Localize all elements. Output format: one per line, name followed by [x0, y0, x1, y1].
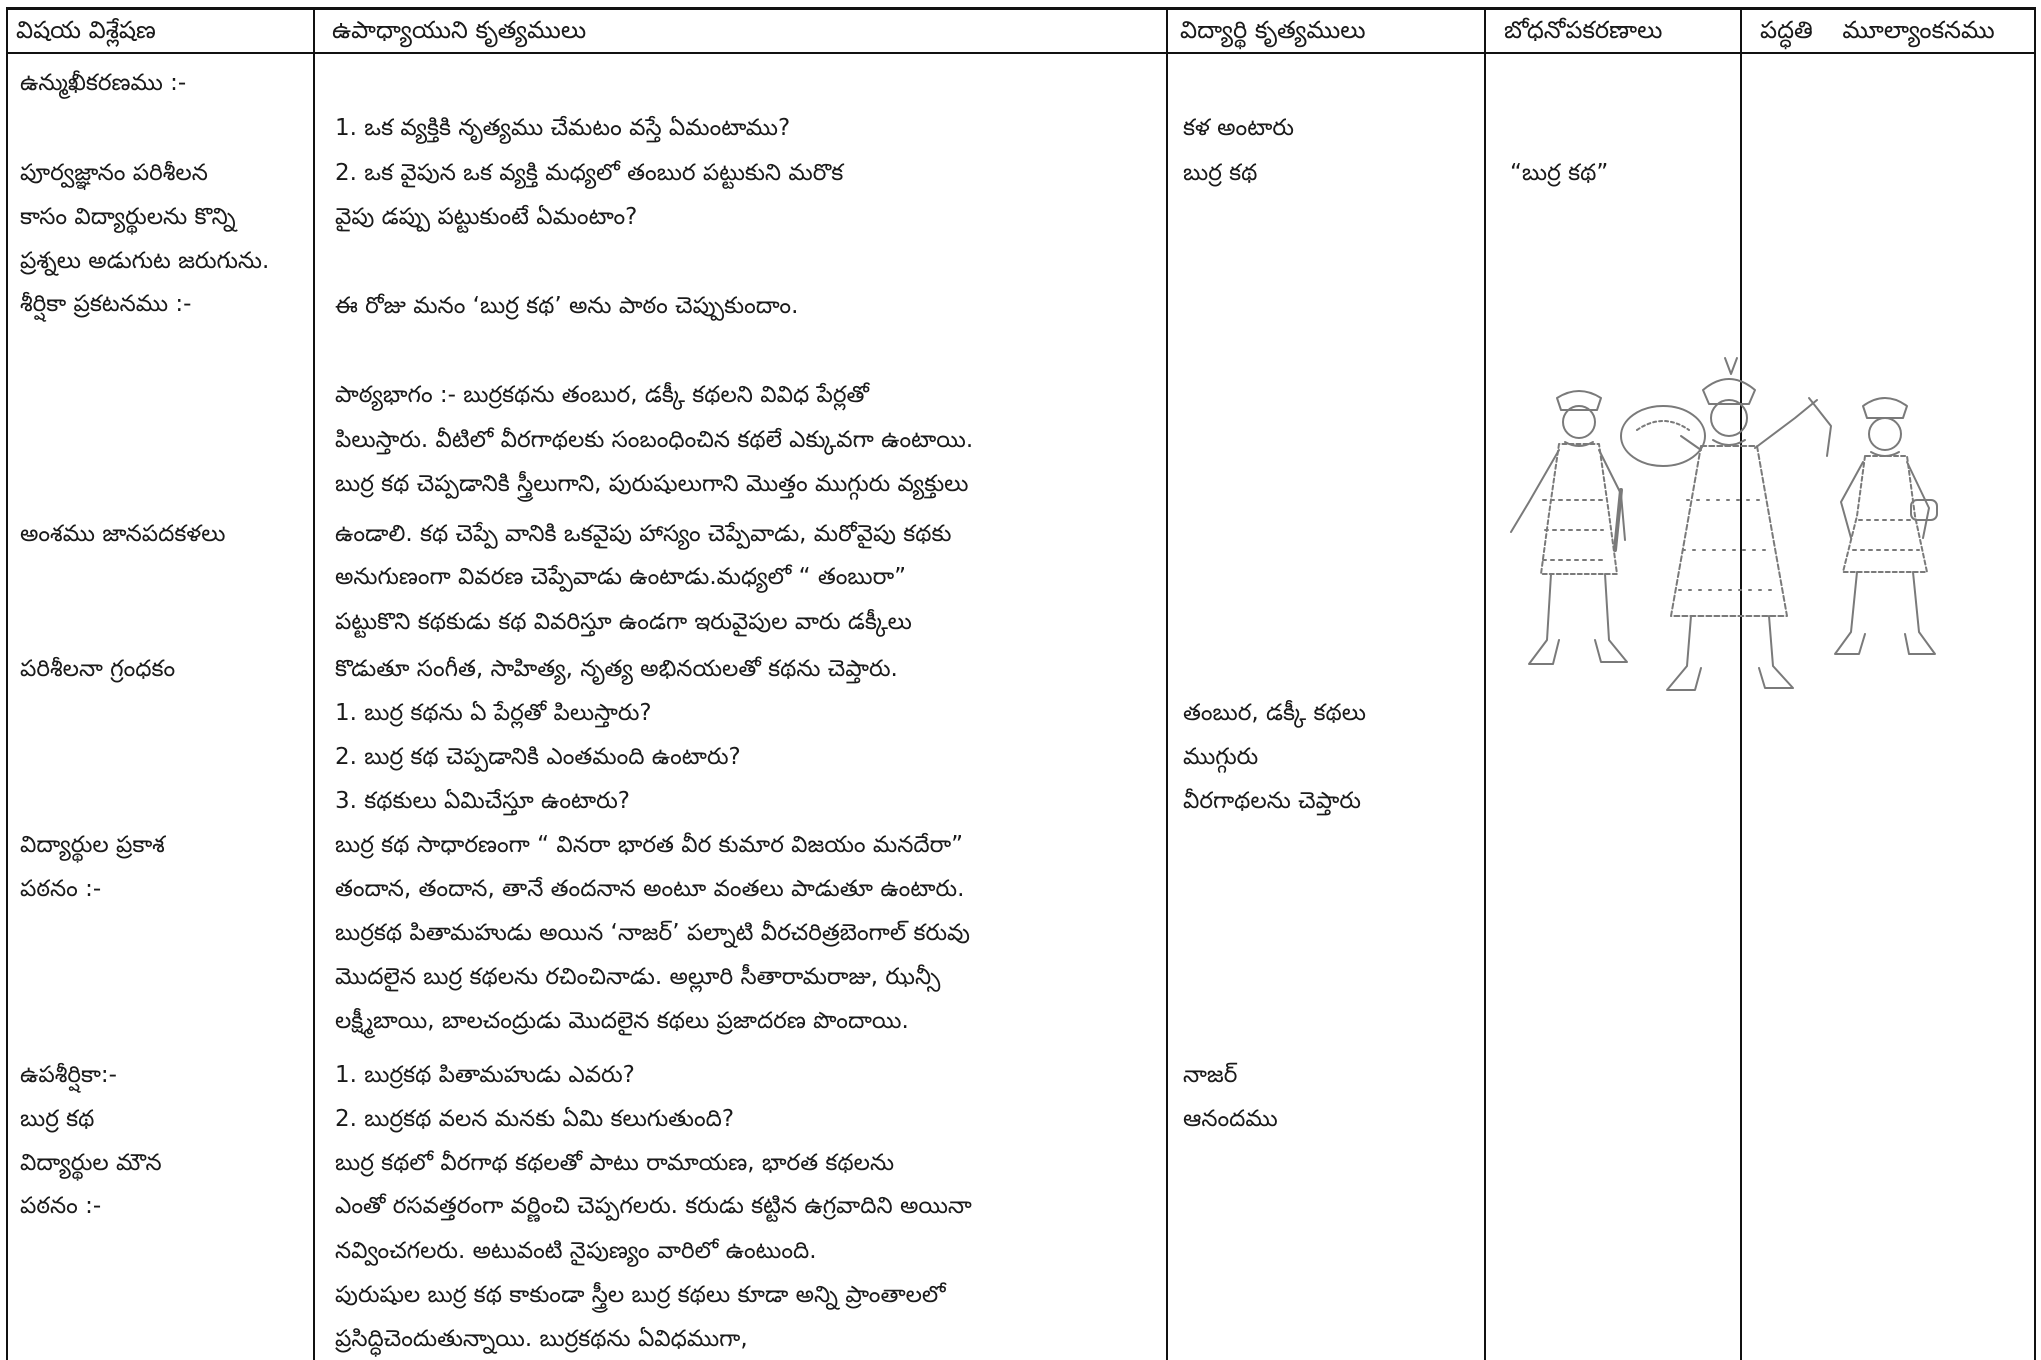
col2-line: తందాన, తందాన, తానే తందనాన అంటూ వంతలు పాడుతూ ఉంటారు.: [335, 876, 965, 902]
col2-line: 2. బుర్ర కథ చెప్పడానికి ఎంతమంది ఉంటారు?: [335, 744, 741, 770]
burrakatha-performers-sketch: [1487, 350, 1964, 707]
col1-line: పఠనం :-: [20, 876, 102, 902]
col1-line: బుర్ర కథ: [20, 1106, 95, 1132]
center-performer-figure: [1621, 358, 1831, 690]
header-method-evaluation: పద్ధతి మూల్యాంకనము: [1760, 16, 1995, 44]
right-performer-figure: [1835, 398, 1937, 654]
col2-line: ప్రసిద్ధిచెందుతున్నాయి. బుర్రకథను ఏవిధముగా,: [335, 1326, 748, 1352]
col2-line: 1. బుర్ర కథను ఏ పేర్లతో పిలుస్తారు?: [335, 700, 652, 726]
col3-line: ఆనందము: [1183, 1106, 1278, 1132]
col2-line: 1. బుర్రకథ పితామహుడు ఎవరు?: [335, 1062, 635, 1088]
col1-line: పూర్వజ్ఞానం పరిశీలన: [20, 160, 208, 186]
col3-line: తంబుర, డక్కీ కథలు: [1183, 700, 1366, 726]
col2-line: 2. బుర్రకథ వలన మనకు ఏమి కలుగుతుంది?: [335, 1106, 735, 1132]
col1-line: అంశము జానపదకళలు: [20, 521, 226, 547]
col2-line: 3. కథకులు ఏమిచేస్తూ ఉంటారు?: [335, 788, 630, 814]
column-divider-3: [1484, 7, 1486, 1360]
col2-line: పట్టుకొని కథకుడు కథ వివరిస్తూ ఉండగా ఇరువైపుల వారు డక్కీలు: [335, 609, 912, 635]
col2-line: ఉండాలి. కథ చెప్పే వానికి ఒకవైపు హాస్యం చెప్పేవాడు, మరోవైపు కథకు: [335, 521, 952, 547]
col2-line: లక్ష్మీబాయి, బాలచంద్రుడు మొదలైన కథలు ప్రజాదరణ పొందాయి.: [335, 1008, 909, 1034]
col3-line: కళ అంటారు: [1183, 115, 1294, 141]
col2-line: మొదలైన బుర్ర కథలను రచించినాడు. అల్లూరి సీతారామరాజు, ఝన్సీ: [335, 964, 941, 990]
header-student-activities: విద్యార్థి కృత్యములు: [1180, 16, 1366, 44]
col2-line: అనుగుణంగా వివరణ చెప్పేవాడు ఉంటాడు.మధ్యలో “ తంబురా”: [335, 564, 907, 590]
col1-line: కాసం విద్యార్థులను కొన్ని: [20, 204, 236, 230]
col2-line: బుర్ర కథ సాధారణంగా “ వినరా భారత వీర కుమార విజయం మనదేరా”: [335, 832, 964, 858]
col3-line: నాజర్: [1183, 1062, 1238, 1088]
col4-line: “బుర్ర కథ”: [1510, 160, 1609, 186]
col1-line: ఉపశీర్షికా:-: [20, 1062, 117, 1088]
col2-line: 1. ఒక వ్యక్తికి నృత్యము చేమటం వస్తే ఏమంటాము?: [335, 115, 791, 141]
col2-line: పిలుస్తారు. వీటిలో వీరగాథలకు సంబంధించిన కథలే ఎక్కువగా ఉంటాయి.: [335, 427, 974, 453]
col1-line: ప్రశ్నలు అడుగుట జరుగును.: [20, 248, 270, 274]
col1-line: ఉన్ముఖీకరణము :-: [20, 70, 187, 96]
column-divider-1: [313, 7, 315, 1360]
col3-line: వీరగాథలను చెప్తారు: [1183, 788, 1361, 814]
col1-line: శీర్షికా ప్రకటనము :-: [20, 291, 192, 317]
header-teaching-aids: బోధనోపకరణాలు: [1504, 16, 1663, 44]
header-teacher-activities: ఉపాధ్యాయుని కృత్యములు: [332, 16, 587, 44]
col2-line: కొడుతూ సంగీత, సాహిత్య, నృత్య అభినయలతో కథను చెప్తారు.: [335, 656, 898, 682]
col1-line: పఠనం :-: [20, 1193, 102, 1219]
column-divider-2: [1166, 7, 1168, 1360]
col2-line: ఈ రోజు మనం ‘బుర్ర కథ’ అను పాఠం చెప్పుకుందాం.: [335, 293, 799, 319]
col2-line: బుర్ర కథలో వీరగాథ కథలతో పాటు రామాయణ, భారత కథలను: [335, 1150, 895, 1176]
header-bottom-border: [6, 52, 2036, 54]
col1-line: విద్యార్థుల మౌన: [20, 1150, 162, 1176]
col2-line: పాఠ్యభాగం :- బుర్రకథను తంబుర, డక్కీ కథలని వివిధ పేర్లతో: [335, 382, 869, 408]
col3-line: ముగ్గురు: [1183, 744, 1259, 770]
col2-line: బుర్ర కథ చెప్పడానికి స్త్రీలుగాని, పురుషులుగాని మొత్తం ముగ్గురు వ్యక్తులు: [335, 471, 969, 497]
col2-line: బుర్రకథ పితామహుడు అయిన ‘నాజర్’ పల్నాటి వీరచరిత్రబెంగాల్ కరువు: [335, 920, 971, 946]
col1-line: విద్యార్థుల ప్రకాశ: [20, 832, 165, 858]
header-subject-analysis: విషయ విశ్లేషణ: [16, 16, 156, 44]
col2-line: నవ్వించగలరు. అటువంటి నైపుణ్యం వారిలో ఉంటుంది.: [335, 1238, 817, 1264]
table-right-border: [2034, 7, 2036, 1360]
table-left-border: [6, 7, 8, 1360]
col1-line: పరిశీలనా గ్రంధకం: [20, 656, 176, 682]
col2-line: ఎంతో రసవత్తరంగా వర్ణించి చెప్పగలరు. కరుడు కట్టిన ఉగ్రవాదిని అయినా: [335, 1193, 972, 1219]
col3-line: బుర్ర కథ: [1183, 160, 1258, 186]
col2-line: పురుషుల బుర్ర కథ కాకుండా స్త్రీల బుర్ర కథలు కూడా అన్ని ప్రాంతాలలో: [335, 1282, 946, 1308]
col2-line: వైపు డప్పు పట్టుకుంటే ఏమంటాం?: [335, 204, 638, 230]
col2-line: 2. ఒక వైపున ఒక వ్యక్తి మధ్యలో తంబుర పట్టుకుని మరొక: [335, 160, 844, 186]
left-performer-figure: [1511, 391, 1627, 664]
